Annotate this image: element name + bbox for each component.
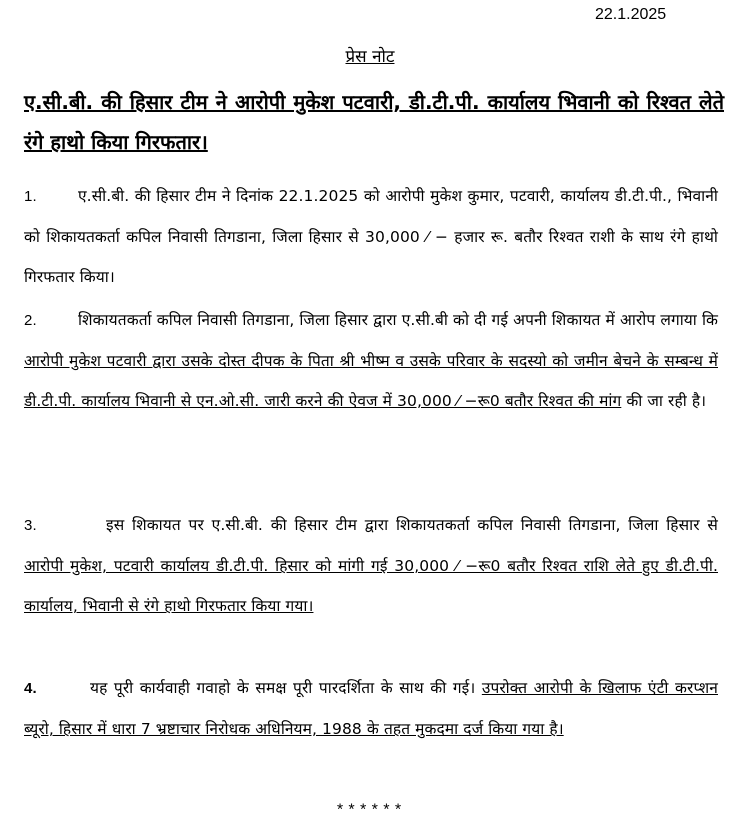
paragraph-3-text-a: इस शिकायत पर ए.सी.बी. की हिसार टीम द्वारा शिकायतकर्ता कपिल निवासी तिगडाना, जिला हिसार से	[106, 516, 718, 534]
end-mark: ******	[335, 802, 405, 820]
headline-text: ए.सी.बी. की हिसार टीम ने आरोपी मुकेश पटवारी, डी.टी.पी. कार्यालय भिवानी को रिश्वत लेते रंगे हाथो किया गिरफतार।	[24, 90, 724, 154]
press-note-title	[0, 44, 740, 67]
paragraph-3-number: 3.	[24, 517, 37, 534]
paragraph-2-text-a: शिकायतकर्ता कपिल निवासी तिगडाना, जिला हिसार द्वारा ए.सी.बी को दी गई अपनी शिकायत में आरोप लगाया कि	[78, 311, 718, 329]
headline	[24, 82, 724, 162]
paragraph-2-text-b: की जा रही है।	[621, 392, 707, 410]
paragraph-4-underlined-text: उपरोक्त आरोपी के खिलाफ एंटी करप्शन ब्यूरो, हिसार में धारा 7 भ्रष्टाचार निरोधक अधिनियम, 1988 के तहत मुकदमा दर्ज किया गया है।	[24, 679, 718, 738]
paragraph-4-text-a: यह पूरी कार्यवाही गवाहो के समक्ष पूरी पारदर्शिता के साथ की गई।	[90, 679, 482, 697]
document-date: 22.1.2025	[595, 6, 667, 23]
paragraph-4	[24, 668, 718, 749]
paragraph-3-underlined-text: आरोपी मुकेश, पटवारी कार्यालय डी.टी.पी. हिसार को मांगी गई 30,000 ⁄ −रू0 बतौर रिश्वत राशि लेते हुए डी.टी.पी. कार्यालय, भिवानी से रंगे हाथो गिरफतार किया गया।	[24, 557, 718, 615]
press-note-title-text: प्रेस नोट	[345, 47, 395, 67]
paragraph-1-number: 1.	[24, 188, 37, 205]
paragraph-1-text: ए.सी.बी. की हिसार टीम ने दिनांक 22.1.2025 को आरोपी मुकेश कुमार, पटवारी, कार्यालय डी.टी.पी., भिवानी को शिकायतकर्ता कपिल निवासी तिगडाना, जिला हिसार से 30,000 ⁄ − हजार रू. बतौर रिश्वत राशी के साथ रंगे हाथो गिरफतार किया।	[24, 187, 718, 286]
paragraph-4-number: 4.	[24, 680, 37, 697]
paragraph-3	[24, 505, 718, 626]
paragraph-2-number: 2.	[24, 312, 37, 329]
paragraph-2-underlined-text: आरोपी मुकेश पटवारी द्वारा उसके दोस्त दीपक के पिता श्री भीष्म व उसके परिवार के सदस्यो को जमीन बेचने के सम्बन्ध में डी.टी.पी. कार्यालय भिवानी से एन.ओ.सी. जारी करने की ऐवज में 30,000 ⁄ −रू0 बतौर रिश्वत की मांग	[24, 352, 718, 410]
paragraph-1	[24, 176, 718, 297]
paragraph-2	[24, 300, 718, 421]
